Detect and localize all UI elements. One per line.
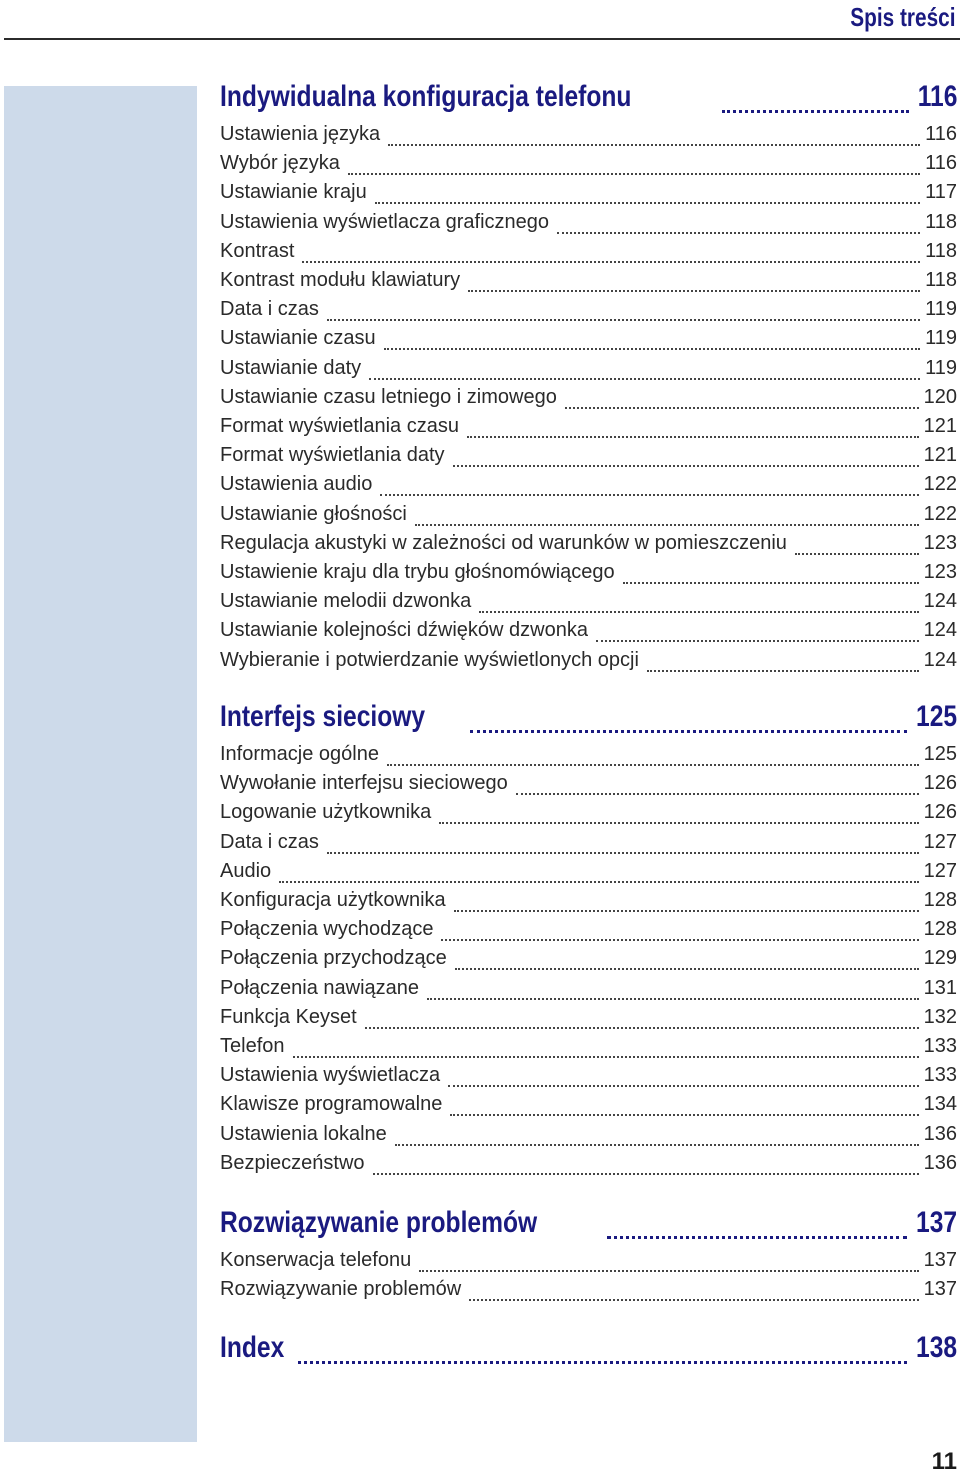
dot-leader	[448, 1084, 919, 1087]
toc-entry-title: Ustawienia wyświetlacza graficznego	[220, 210, 550, 233]
toc-entry[interactable]	[220, 743, 957, 772]
toc-entry-page: 129	[923, 947, 957, 970]
toc-entry[interactable]	[220, 1278, 957, 1307]
toc-entry[interactable]	[220, 649, 957, 678]
toc-entry-title: Kontrast modułu klawiatury	[220, 269, 461, 291]
toc-entry-page: 137	[923, 1278, 957, 1301]
dot-leader	[348, 172, 920, 175]
page-number: 11	[931, 1448, 957, 1475]
dot-leader	[795, 552, 919, 555]
dot-leader	[395, 1143, 919, 1146]
dot-leader	[439, 821, 918, 824]
toc-entry[interactable]	[220, 1093, 957, 1122]
toc-entry-page: 123	[923, 531, 957, 554]
toc-section-title: Interfejs sieciowy	[220, 700, 426, 733]
toc-entry-page: 118	[925, 210, 957, 233]
toc-section-title: Rozwiązywanie problemów	[220, 1206, 538, 1239]
toc-entry[interactable]	[220, 590, 957, 619]
dot-leader	[298, 1360, 907, 1364]
dot-leader	[479, 610, 918, 613]
toc-entry[interactable]	[220, 977, 957, 1006]
dot-leader	[454, 909, 919, 912]
toc-section-page: 116	[917, 80, 957, 113]
toc-entry-title: Regulacja akustyki w zależności od warunków w pomieszczeniu	[220, 531, 787, 554]
toc-entry-page: 120	[923, 385, 957, 408]
dot-leader	[468, 289, 920, 292]
toc-entry-title: Wybieranie i potwierdzanie wyświetlonych opcji	[220, 648, 639, 671]
dot-leader	[453, 464, 919, 467]
toc-entry-title: Ustawianie daty	[220, 356, 362, 379]
toc-section-heading[interactable]	[220, 1331, 957, 1371]
toc-entry-page: 119	[925, 356, 957, 379]
toc-entry[interactable]	[220, 1006, 957, 1035]
toc-entry-page: 123	[923, 561, 957, 583]
toc-entry-title: Ustawienia wyświetlacza	[220, 1064, 441, 1087]
running-header-title: Spis treści	[850, 2, 956, 32]
toc-entry-title: Ustawienia lokalne	[220, 1122, 387, 1145]
toc-entry[interactable]	[220, 561, 957, 590]
toc-entry[interactable]	[220, 772, 957, 801]
dot-leader	[516, 792, 919, 795]
dot-leader	[469, 1298, 918, 1301]
toc-entry[interactable]	[220, 801, 957, 830]
dot-leader	[623, 581, 919, 584]
toc-entry-page: 116	[925, 152, 957, 175]
table-of-contents	[220, 0, 957, 1480]
toc-entry-title: Ustawianie czasu letniego i zimowego	[220, 385, 557, 408]
toc-entry-page: 124	[923, 590, 957, 613]
toc-entry[interactable]	[220, 503, 957, 532]
toc-section-heading[interactable]	[220, 700, 957, 740]
toc-entry-page: 117	[925, 181, 957, 204]
dot-leader	[415, 523, 919, 526]
toc-entry-title: Ustawianie głośności	[220, 502, 407, 525]
toc-entry-title: Telefon	[220, 1035, 285, 1057]
toc-entry-page: 121	[923, 444, 957, 467]
toc-entry[interactable]	[220, 327, 957, 356]
toc-section-page: 137	[915, 1206, 957, 1239]
dot-leader	[565, 406, 919, 409]
toc-entry[interactable]	[220, 473, 957, 502]
toc-entry-page: 136	[923, 1122, 957, 1145]
toc-entry-page: 119	[925, 327, 957, 350]
toc-entry[interactable]	[220, 386, 957, 415]
toc-entry-page: 119	[925, 298, 957, 321]
dot-leader	[380, 493, 918, 496]
dot-leader	[373, 1172, 919, 1175]
dot-leader	[293, 1055, 919, 1058]
toc-entry[interactable]	[220, 181, 957, 210]
toc-entry-title: Ustawienia języka	[220, 123, 381, 145]
dot-leader	[470, 729, 907, 733]
toc-entry-title: Ustawianie kraju	[220, 181, 367, 204]
toc-entry[interactable]	[220, 152, 957, 181]
toc-entry-title: Połączenia przychodzące	[220, 947, 447, 970]
toc-entry[interactable]	[220, 415, 957, 444]
toc-entry[interactable]	[220, 619, 957, 648]
dot-leader	[327, 318, 920, 321]
dot-leader	[557, 231, 920, 234]
toc-entry-page: 124	[923, 648, 957, 671]
toc-entry-title: Informacje ogólne	[220, 743, 379, 765]
toc-entry-page: 118	[925, 269, 957, 291]
toc-entry-title: Ustawienie kraju dla trybu głośnomówiącego	[220, 561, 615, 583]
toc-section-title: Index	[220, 1331, 285, 1364]
toc-entry-page: 127	[923, 830, 957, 853]
toc-entry-page: 131	[923, 976, 957, 999]
toc-entry[interactable]	[220, 532, 957, 561]
toc-entry-page: 122	[923, 502, 957, 525]
toc-entry-title: Audio	[220, 859, 272, 882]
toc-section-heading[interactable]	[220, 1206, 957, 1246]
dot-leader	[365, 1026, 919, 1029]
toc-entry-page: 116	[925, 123, 957, 145]
toc-entry-page: 133	[923, 1035, 957, 1057]
toc-section-page: 138	[915, 1331, 957, 1364]
toc-entry-title: Konserwacja telefonu	[220, 1249, 412, 1271]
dot-leader	[369, 377, 920, 380]
toc-section-title: Indywidualna konfiguracja telefonu	[220, 80, 632, 113]
dot-leader	[455, 967, 919, 970]
toc-entry-title: Bezpieczeństwo	[220, 1151, 365, 1174]
toc-entry[interactable]	[220, 211, 957, 240]
toc-entry[interactable]	[220, 1064, 957, 1093]
toc-entry-page: 136	[923, 1151, 957, 1174]
toc-entry[interactable]	[220, 298, 957, 327]
dot-leader	[450, 1113, 918, 1116]
dot-leader	[596, 639, 919, 642]
toc-entry-title: Konfiguracja użytkownika	[220, 889, 446, 911]
toc-entry-page: 128	[923, 889, 957, 911]
toc-entry-page: 125	[923, 743, 957, 765]
dot-leader	[647, 669, 919, 672]
toc-entry-title: Format wyświetlania daty	[220, 444, 445, 467]
toc-entry-page: 121	[923, 415, 957, 437]
toc-entry-page: 126	[923, 772, 957, 795]
toc-entry-title: Format wyświetlania czasu	[220, 415, 459, 437]
toc-entry-page: 127	[923, 859, 957, 882]
toc-entry[interactable]	[220, 123, 957, 152]
toc-entry-page: 126	[923, 801, 957, 824]
dot-leader	[722, 109, 909, 113]
dot-leader	[419, 1269, 918, 1272]
dot-leader	[384, 347, 920, 350]
toc-entry-page: 122	[923, 473, 957, 496]
side-color-band	[4, 86, 197, 1442]
toc-entry[interactable]	[220, 444, 957, 473]
toc-entry-title: Połączenia wychodzące	[220, 918, 434, 941]
toc-entry[interactable]	[220, 1249, 957, 1278]
toc-entry[interactable]	[220, 860, 957, 889]
toc-entry-title: Wywołanie interfejsu sieciowego	[220, 772, 508, 795]
toc-entry-title: Ustawianie melodii dzwonka	[220, 590, 472, 613]
toc-entry[interactable]	[220, 269, 957, 298]
toc-entry[interactable]	[220, 889, 957, 918]
toc-entry-title: Ustawienia audio	[220, 473, 373, 496]
toc-entry-title: Ustawianie kolejności dźwięków dzwonka	[220, 619, 588, 642]
toc-entry-title: Funkcja Keyset	[220, 1005, 357, 1028]
dot-leader	[427, 997, 919, 1000]
toc-entry-page: 128	[923, 918, 957, 941]
toc-entry-title: Rozwiązywanie problemów	[220, 1278, 462, 1301]
toc-entry[interactable]	[220, 357, 957, 386]
toc-section-page: 125	[915, 700, 957, 733]
toc-entry-title: Ustawianie czasu	[220, 327, 376, 350]
dot-leader	[302, 260, 920, 263]
dot-leader	[387, 763, 919, 766]
toc-entry-page: 132	[923, 1005, 957, 1028]
dot-leader	[607, 1235, 907, 1239]
toc-entry-title: Kontrast	[220, 239, 295, 262]
toc-entry-page: 124	[923, 619, 957, 642]
toc-section-heading[interactable]	[220, 80, 957, 120]
toc-entry[interactable]	[220, 831, 957, 860]
toc-entry-title: Logowanie użytkownika	[220, 801, 432, 824]
toc-entry-page: 133	[923, 1064, 957, 1087]
dot-leader	[467, 435, 919, 438]
dot-leader	[388, 143, 920, 146]
dot-leader	[327, 851, 919, 854]
dot-leader	[375, 201, 920, 204]
toc-entry[interactable]	[220, 1035, 957, 1064]
toc-entry-page: 118	[925, 239, 957, 262]
toc-entry-title: Wybór języka	[220, 152, 340, 175]
toc-entry[interactable]	[220, 918, 957, 947]
dot-leader	[441, 938, 918, 941]
toc-entry-title: Data i czas	[220, 830, 319, 853]
dot-leader	[279, 880, 918, 883]
toc-entry[interactable]	[220, 1152, 957, 1181]
toc-entry[interactable]	[220, 947, 957, 976]
toc-entry-page: 134	[923, 1093, 957, 1116]
toc-entry[interactable]	[220, 1123, 957, 1152]
toc-entry-title: Klawisze programowalne	[220, 1093, 443, 1116]
toc-entry-title: Połączenia nawiązane	[220, 976, 420, 999]
toc-entry-title: Data i czas	[220, 298, 319, 321]
toc-entry-page: 137	[923, 1249, 957, 1271]
toc-entry[interactable]	[220, 240, 957, 269]
